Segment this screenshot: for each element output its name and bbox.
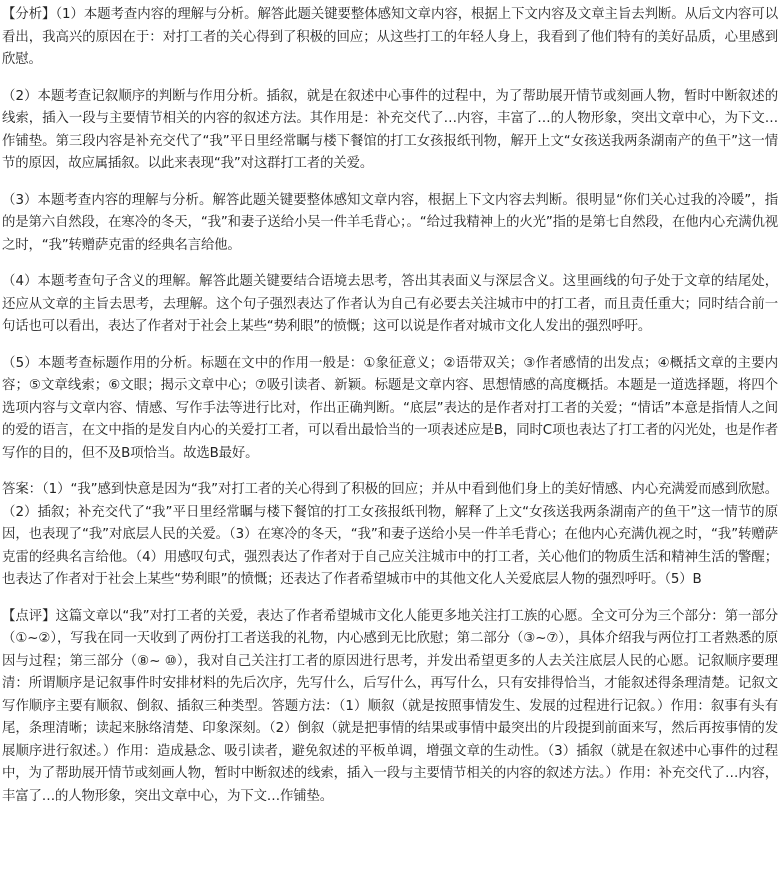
analysis-paragraph-1: 【分析】（1）本题考查内容的理解与分析。解答此题关键要整体感知文章内容，根据上下文内容及文章主旨去判断。从后文内容可以看出，我高兴的原因在于：对打工者的关心得到了积极的回应；从这些打工的年轻人身上，我看到了他们特有的美好品质，心里感到欣慰。 [2,7,778,67]
comment-paragraph: 【点评】这篇文章以“我”对打工者的关爱，表达了作者希望城市文化人能更多地关注打工族的心愿。全文可分为三个部分：第一部分（①~②），写我在同一天收到了两份打工者送我的礼物，内心感到无比欣慰；第二部分（③~⑦），具体介绍我与两位打工者熟悉的原因与过程；第三部分（⑧~ ⑩），我对自己关注打工者的原因进行思考，并发出希望更多的人去关注底层人民的心愿。记叙顺序要理清：所谓顺序是记叙事件时安排材料的先后次序，先写什么，后写什么，再写什么，只有安排得恰当，才能叙述得条理清楚。记叙文写作顺序主要有顺叙、倒叙、插叙三种类型。答题方法：（1）顺叙（就是按照事情发生、发展的过程进行记叙。）作用：叙事有头有尾，条理清晰；读起来脉络清楚、印象深刻。（2）倒叙（就是把事情的结果或事情中最突出的片段提到前面来写，然后再按事情的发展顺序进行叙述。）作用：造成悬念、吸引读者，避免叙述的平板单调，增强文章的生动性。（3）插叙（就是在叙述中心事件的过程中，为了帮助展开情节或刻画人物，暂时中断叙述的线索，插入一段与主要情节相关的内容的叙述方法。）作用：补充交代了…内容，丰富了…的人物形象，突出文章中心，为下文…作铺垫。 [2,608,778,804]
analysis-paragraph-3: （3）本题考查内容的理解与分析。解答此题关键要整体感知文章内容，根据上下文内容去判断。很明显“你们关心过我的冷暖”，指的是第六自然段，在寒冷的冬天，“我”和妻子送给小吴一件羊毛背心；。“给过我精神上的火光”指的是第七自然段，在他内心充满仇视之时，“我”转赠萨克雷的经典名言给他。 [2,192,778,253]
analysis-paragraph-2: （2）本题考查记叙顺序的判断与作用分析。插叙，就是在叙述中心事件的过程中，为了帮助展开情节或刻画人物，暂时中断叙述的线索，插入一段与主要情节相关的内容的叙述方法。其作用是：补充交代了…内容，丰富了…的人物形象，突出文章中心，为下文…作铺垫。第三段内容是补充交代了“我”平日里经常瞩与楼下餐馆的打工女孩报纸刊物，解开上文“女孩送我两条湖南产的鱼干”这一情节的原因，故应属插叙。以此来表现“我”对这群打工者的关爱。 [2,88,778,171]
analysis-paragraph-4: （4）本题考查句子含义的理解。解答此题关键要结合语境去思考，答出其表面义与深层含义。这里画线的句子处于文章的结尾处，还应从文章的主旨去思考，去理解。这个句子强烈表达了作者认为自己有必要去关注城市中的打工者，而且责任重大；同时结合前一句话也可以看出，表达了作者对于社会上某些“势利眼”的愤慨；这可以说是作者对城市文化人发出的强烈呼吁。 [2,274,778,334]
answer-paragraph: 答案：（1）“我”感到快意是因为“我”对打工者的关心得到了积极的回应；并从中看到他们身上的美好情感、内心充满爱而感到欣慰。（2）插叙；补充交代了“我”平日里经常瞩与楼下餐馆的打工女孩报纸刊物，解释了上文“女孩送我两条湖南产的鱼干”这一情节的原因，也表现了“我”对底层人民的关爱。（3）在寒冷的冬天，“我”和妻子送给小吴一件羊毛背心；在他内心充满仇视之时，“我”转赠萨克雷的经典名言给他。（4）用感叹句式，强烈表达了作者对于自己应关注城市中的打工者，关心他们的物质生活和精神生活的警醒；也表达了作者对于社会上某些“势利眼”的愤慨；还表达了作者希望城市中的其他文化人关爱底层人物的强烈呼吁。（5）B [2,482,778,587]
analysis-paragraph-5: （5）本题考查标题作用的分析。标题在文中的作用一般是：①象征意义；②语带双关；③作者感情的出发点；④概括文章的主要内容；⑤文章线索；⑥文眼；揭示文章中心；⑦吸引读者、新颖。标题是文章内容、思想情感的高度概括。本题是一道选择题，将四个选项内容与文章内容、情感、写作手法等进行比对，作出正确判断。“底层”表达的是作者对打工者的关爱；“情话”本意是指情人之间的爱的语言，在文中指的是发自内心的关爱打工者，可以看出最恰当的一项表述应是B，同时C项也表达了打工者的闪光处，也是作者写作的目的，但不及B项恰当。故选B最好。 [2,355,778,461]
